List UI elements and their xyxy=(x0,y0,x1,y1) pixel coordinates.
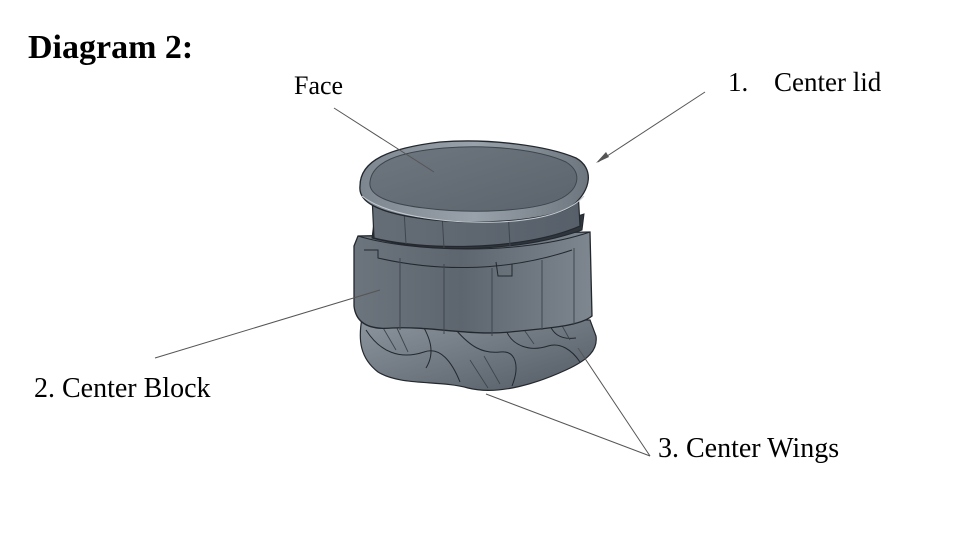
diagram-title: Diagram 2: xyxy=(28,29,194,66)
leader-wings-b xyxy=(578,348,650,456)
center-block-label: 2. Center Block xyxy=(34,373,211,404)
face-label: Face xyxy=(294,71,344,100)
leader-center-block xyxy=(155,290,380,358)
lid-face xyxy=(370,147,577,211)
center-lid xyxy=(360,141,588,222)
center-wings-label: 3. Center Wings xyxy=(658,433,840,464)
leader-wings-a xyxy=(486,394,650,456)
center-lid-label xyxy=(728,69,881,96)
arrowhead-center-lid xyxy=(596,152,609,163)
leader-center-lid xyxy=(598,92,705,162)
center-lid-number: 1. xyxy=(728,67,749,97)
center-lid-text: Center lid xyxy=(774,67,882,97)
